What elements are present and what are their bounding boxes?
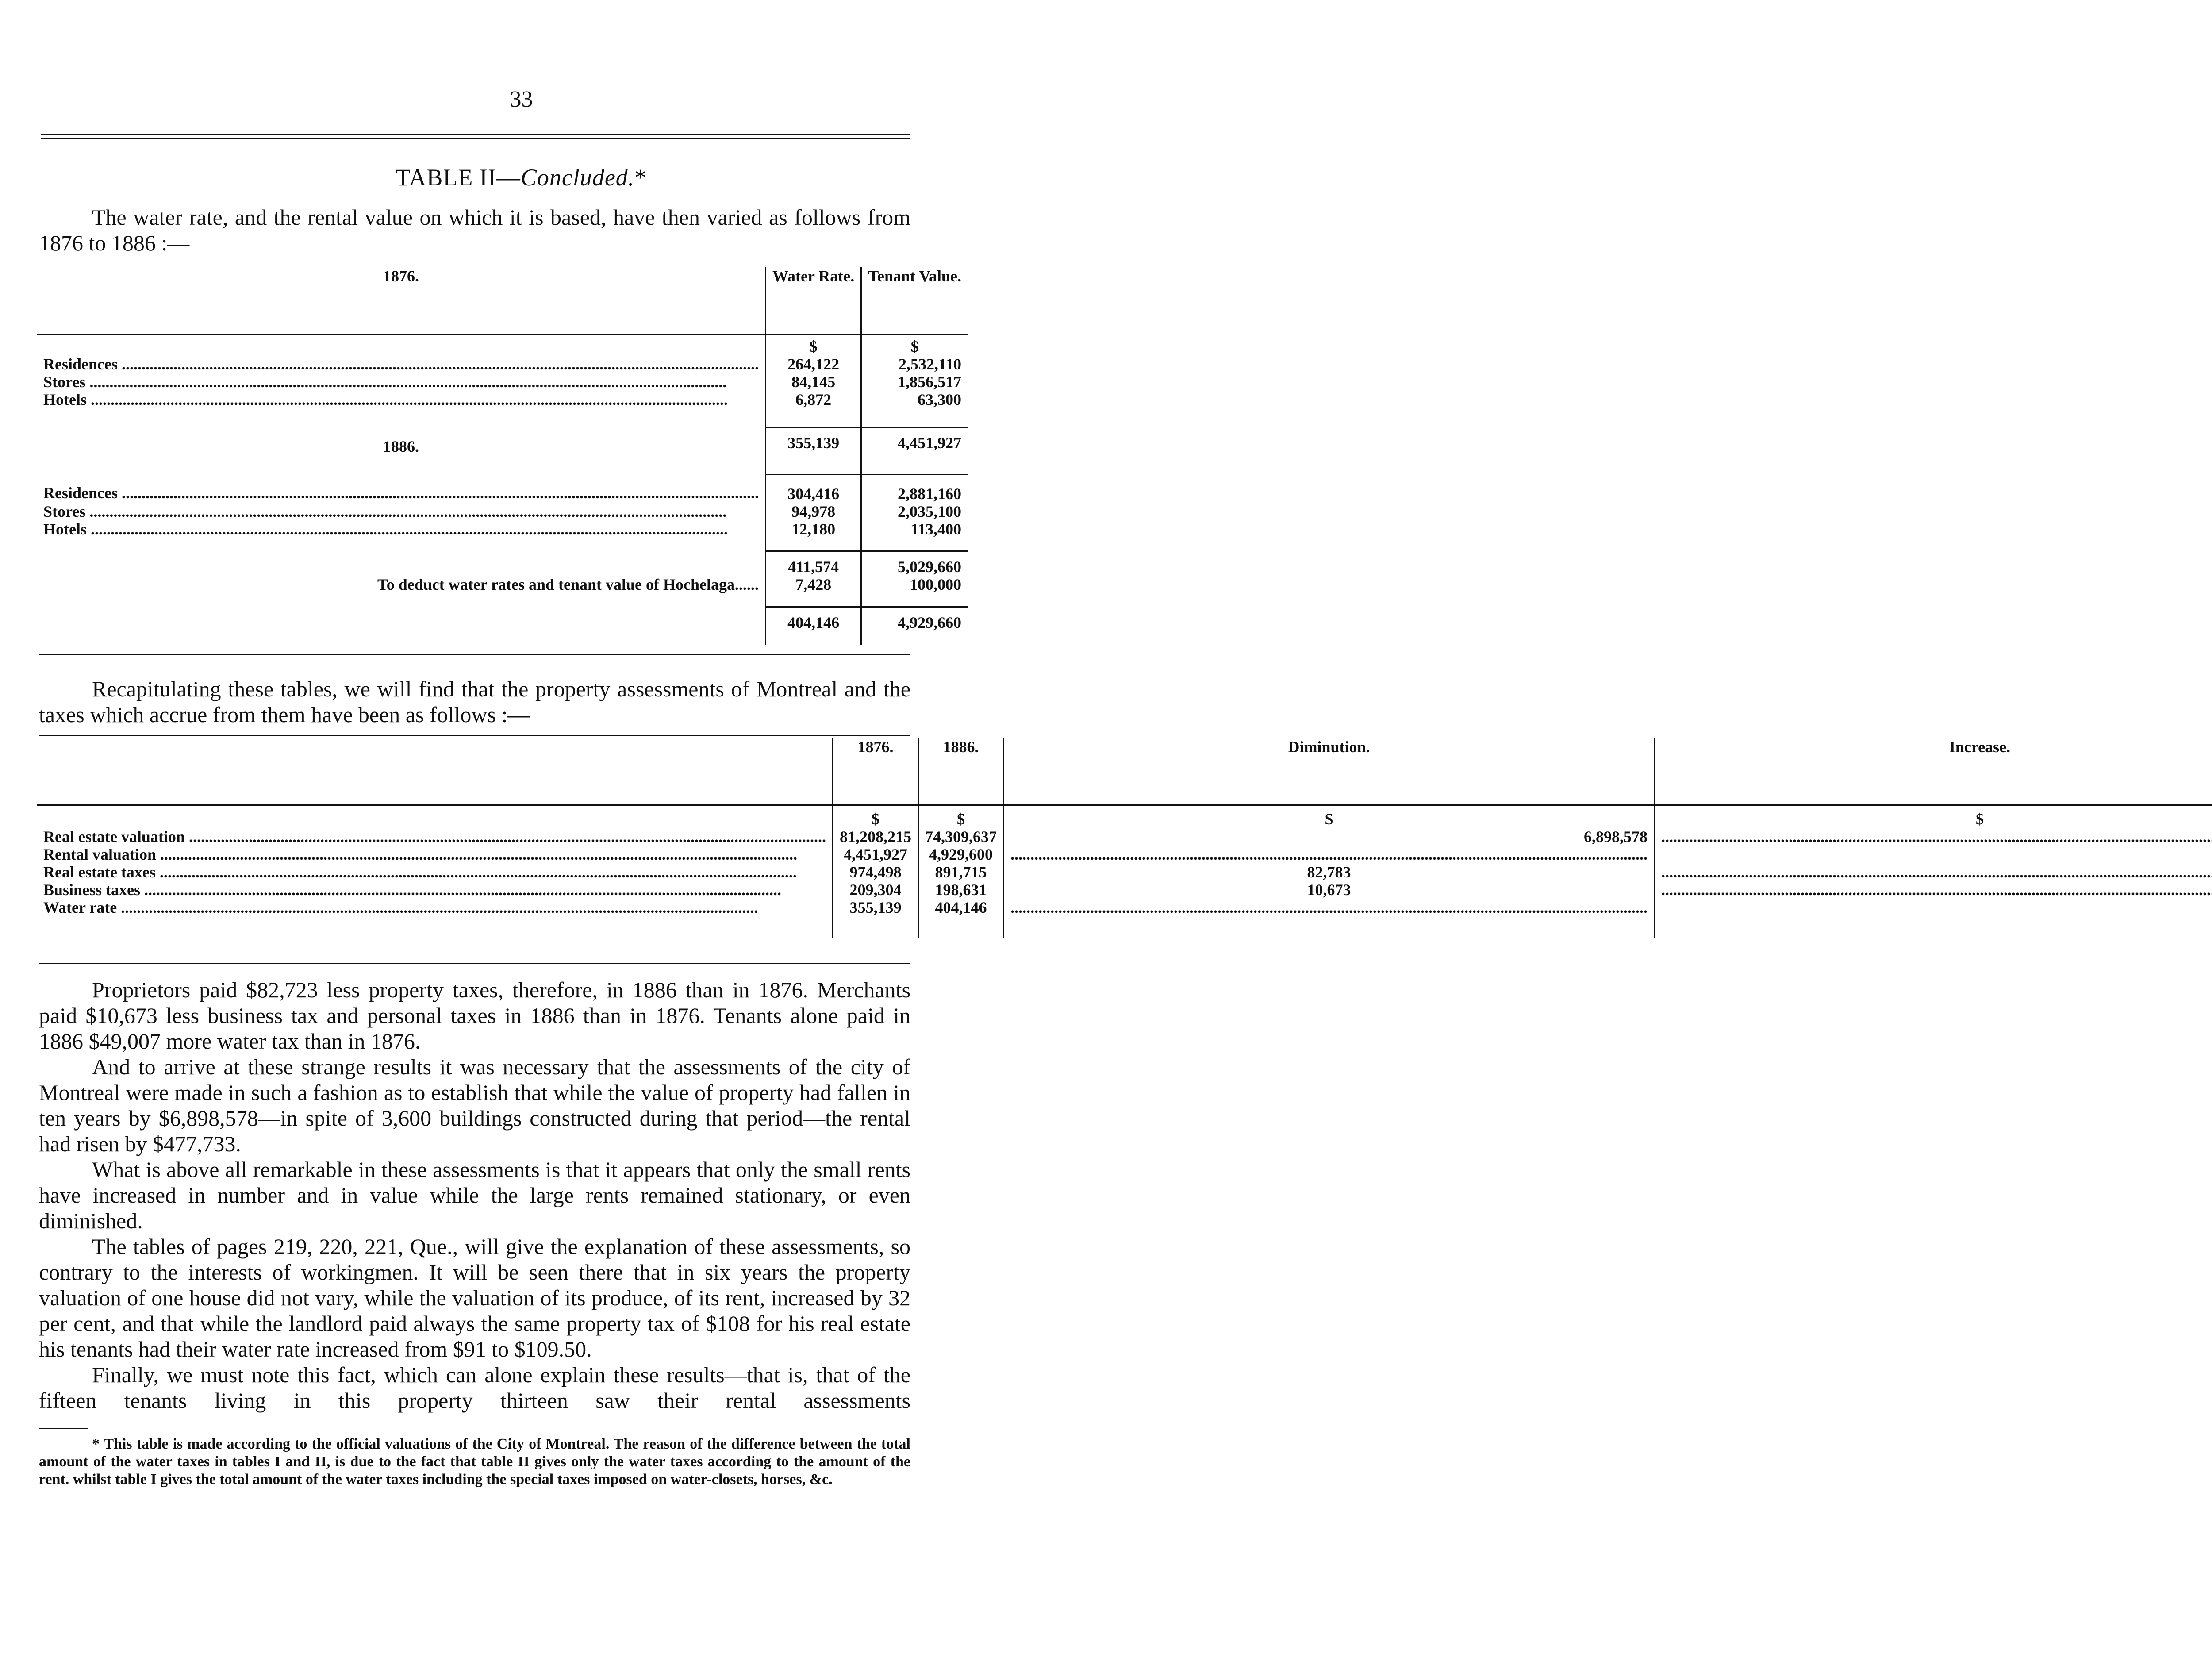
recap-paragraph: Recapitulating these tables, we will find that the property assessments of Montreal and the taxes which accrue from them have been as follows :— [39, 677, 910, 727]
cell-1886: 404,146 [918, 899, 1003, 916]
cell-diminution: 82,783 [1003, 863, 1654, 881]
cell-diminution: 6,898,578 [1003, 828, 1654, 846]
table1-bottom-rule [39, 654, 910, 655]
table1-header-row [37, 267, 968, 335]
tenant-value-cell: 63,300 [861, 391, 968, 408]
header-rule-bottom [41, 138, 910, 139]
table1-header-tenant: Tenant Value. [861, 267, 968, 335]
table2 [37, 738, 2212, 938]
year-1886-label: 1886. [383, 438, 419, 455]
row-label: Rental valuation ..... [37, 846, 833, 863]
table-row [37, 474, 968, 503]
table-row [37, 881, 2212, 899]
footnote-rule [39, 1428, 88, 1429]
row-label: Stores ..... [37, 373, 765, 391]
currency-mark: $ [1654, 805, 2212, 828]
cell-1876: 81,208,215 [833, 828, 918, 846]
cell-increase [1654, 828, 2212, 846]
total-tenant-cell: 4,451,927 [861, 427, 968, 452]
row-label: Residences ..... [37, 474, 765, 503]
table2-currency-row [37, 805, 2212, 828]
row-label: Hotels ..... [37, 520, 765, 538]
row-label: Hotels ..... [37, 391, 765, 408]
table-row-total-1876 [37, 427, 968, 452]
body-paragraph: And to arrive at these strange results it was necessary that the assessments of the city of Montreal were made in such a fashion as to establish that while the value of property had fallen in ten years by $6,898,578—in spite of 3,600 buildings constructed during that period—the rental had risen by $477,733. [39, 1054, 910, 1156]
tenant-value-cell: 1,856,517 [861, 373, 968, 391]
cell-1876: 4,451,927 [833, 846, 918, 863]
table1-header-water: Water Rate. [765, 267, 861, 335]
table-row [37, 828, 2212, 846]
water-rate-cell: 94,978 [765, 503, 861, 520]
table2-header-diminution: Diminution. [1003, 738, 1654, 805]
intro-paragraph: The water rate, and the rental value on which it is based, have then varied as follows from 1876 to 1886 :— [39, 205, 910, 255]
row-label: Real estate valuation ..... [37, 828, 833, 846]
table-row [37, 503, 968, 520]
cell-1886: 4,929,600 [918, 846, 1003, 863]
row-label: Business taxes ..... [37, 881, 833, 899]
tenant-value-cell: 113,400 [861, 520, 968, 538]
currency-mark: $ [861, 335, 968, 356]
final-tenant-cell: 4,929,660 [861, 607, 968, 645]
table-row [37, 863, 2212, 881]
table-row [37, 899, 2212, 916]
row-label: Water rate ..... [37, 899, 833, 916]
deduct-water-cell: 7,428 [765, 576, 861, 593]
table-row [37, 391, 968, 408]
subtotal-tenant-cell: 5,029,660 [861, 551, 968, 576]
table1-header-year: 1876. [383, 267, 419, 285]
body-paragraph: Proprietors paid $82,723 less property taxes, therefore, in 1886 than in 1876. Merchants paid $10,673 less business tax and personal taxes in 1886 than in 1876. Tenants alone paid in 1886 $49,007 more water tax than in 1876. [39, 977, 910, 1054]
cell-increase [1654, 846, 2212, 863]
cell-1886: 74,309,637 [918, 828, 1003, 846]
water-rate-cell: 264,122 [765, 355, 861, 373]
deduct-label: To deduct water rates and tenant value of Hochelaga...... [377, 576, 759, 593]
table1-currency-row [37, 335, 968, 356]
table-row-subtotal-1886 [37, 551, 968, 576]
table2-bottom-rule [39, 963, 910, 964]
table-row [37, 846, 2212, 863]
final-water-cell: 404,146 [765, 607, 861, 645]
cell-1876: 355,139 [833, 899, 918, 916]
table-title-main: TABLE II— [396, 164, 521, 191]
cell-diminution: 10,673 [1003, 881, 1654, 899]
body-paragraph: The tables of pages 219, 220, 221, Que., will give the explanation of these assessments, so contrary to the interests of workingmen. It will be seen there that in six years the property valuation of one house did not vary, while the valuation of its produce, of its rent, increased by 32 per cent, and that while the landlord paid always the same property tax of $108 for his real estate his tenants had their water rate increased from $91 to $109.50. [39, 1234, 910, 1361]
table1 [37, 267, 968, 645]
page-number: 33 [510, 87, 533, 112]
table-row [37, 520, 968, 538]
table2-header-row [37, 738, 2212, 805]
table-title-italic: Concluded. [520, 164, 635, 191]
table-title-star: * [634, 164, 647, 191]
currency-mark: $ [1003, 805, 1654, 828]
table2-top-rule [39, 735, 910, 736]
currency-mark: $ [833, 805, 918, 828]
body-paragraph: What is above all remarkable in these assessments is that it appears that only the small rents have increased in number and in value while the large rents remained stationary, or even diminished. [39, 1157, 910, 1233]
deduct-tenant-cell: 100,000 [861, 576, 968, 593]
body-text [39, 977, 910, 1413]
row-label: Residences ..... [37, 355, 765, 373]
table2-header-1886: 1886. [918, 738, 1003, 805]
tenant-value-cell: 2,035,100 [861, 503, 968, 520]
footnote: * This table is made according to the official valuations of the City of Montreal. The reason of the difference between the total amount of the water taxes in tables I and II, is due to the fact that table II gives only the water taxes according to the amount of the rent. whilst table I gives the total amount of the water taxes including the special taxes imposed on water-closets, horses, &c. [39, 1436, 910, 1488]
table-row [37, 373, 968, 391]
row-label: Real estate taxes ..... [37, 863, 833, 881]
tenant-value-cell: 2,532,110 [861, 355, 968, 373]
table2-header-blank [37, 738, 833, 805]
row-label: Stores ..... [37, 503, 765, 520]
cell-1876: 209,304 [833, 881, 918, 899]
cell-increase [1654, 881, 2212, 899]
cell-diminution [1003, 899, 1654, 916]
currency-mark: $ [918, 805, 1003, 828]
table-row-deduct [37, 576, 968, 593]
cell-diminution [1003, 846, 1654, 863]
tenant-value-cell: 2,881,160 [861, 474, 968, 503]
cell-1876: 974,498 [833, 863, 918, 881]
table-row-final [37, 607, 968, 645]
cell-1886: 891,715 [918, 863, 1003, 881]
water-rate-cell: 304,416 [765, 474, 861, 503]
table-title [0, 164, 1043, 191]
table2-header-increase: Increase. [1654, 738, 2212, 805]
header-rule-top [41, 134, 910, 135]
currency-mark: $ [765, 335, 861, 356]
total-water-cell: 355,139 [765, 427, 861, 452]
body-paragraph: Finally, we must note this fact, which can alone explain these results—that is, that of the fifteen tenants living in this property thirteen saw their rental assessments [39, 1362, 910, 1413]
cell-increase [1654, 899, 2212, 916]
water-rate-cell: 84,145 [765, 373, 861, 391]
table2-header-1876: 1876. [833, 738, 918, 805]
cell-1886: 198,631 [918, 881, 1003, 899]
water-rate-cell: 6,872 [765, 391, 861, 408]
table-row [37, 355, 968, 373]
cell-increase [1654, 863, 2212, 881]
subtotal-water-cell: 411,574 [765, 551, 861, 576]
water-rate-cell: 12,180 [765, 520, 861, 538]
